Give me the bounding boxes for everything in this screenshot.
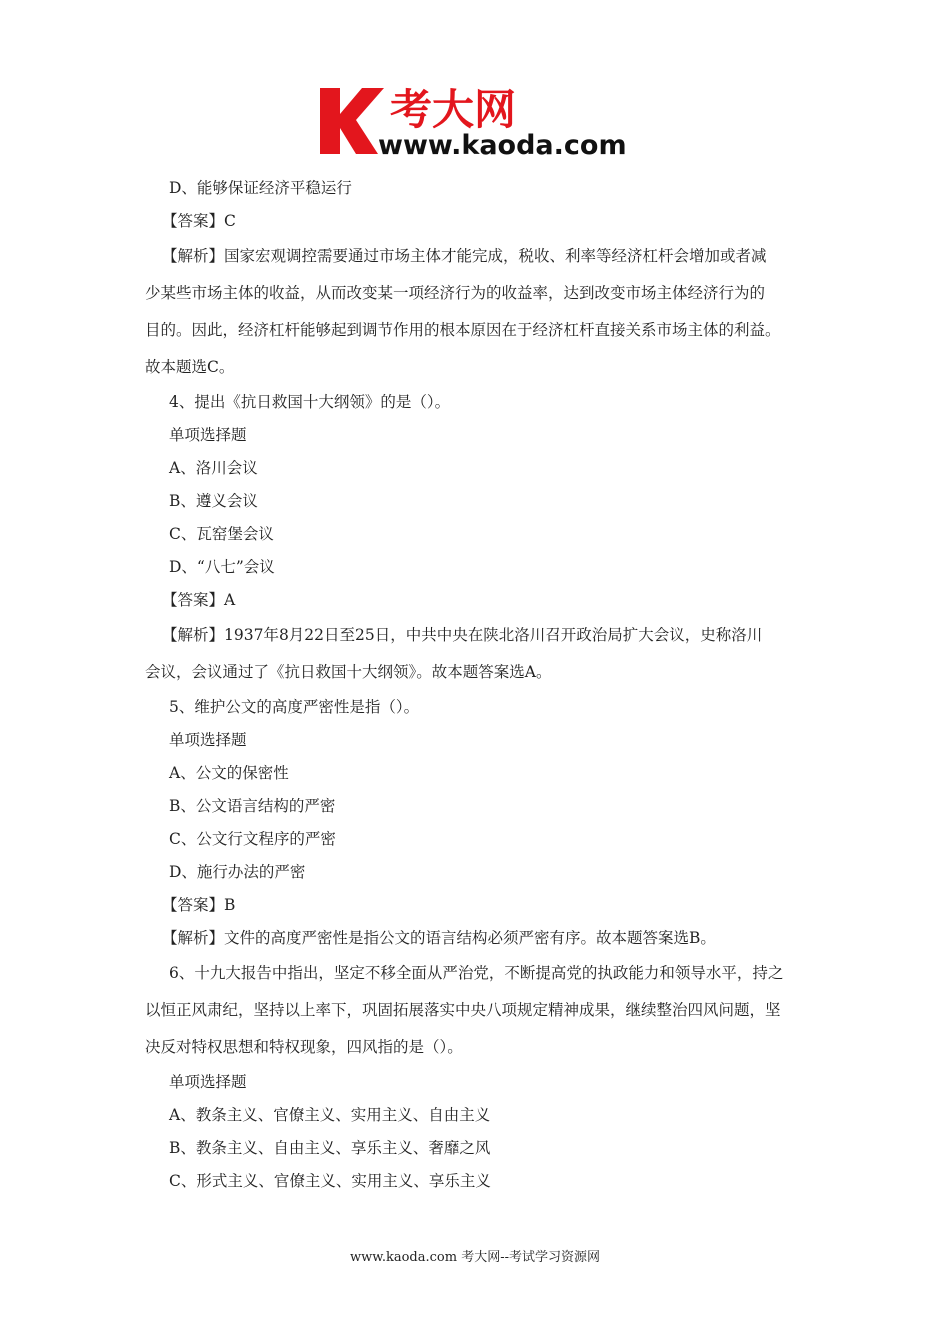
q3-analysis <box>145 238 810 386</box>
q5-option-d: D、施行办法的严密 <box>169 863 306 881</box>
q5-option-b: B、公文语言结构的严密 <box>169 797 336 815</box>
q4-title: 4、提出《抗日救国十大纲领》的是（）。 <box>169 393 451 411</box>
q3-analysis-line: 【解析】国家宏观调控需要通过市场主体才能完成，税收、利率等经济杠杆会增加或者减 <box>162 247 767 265</box>
q4-type: 单项选择题 <box>169 426 247 444</box>
q5-answer: 【答案】B <box>162 896 236 914</box>
q6-title-line: 以恒正风肃纪，坚持以上率下，巩固拓展落实中央八项规定精神成果，继续整治四风问题，坚 <box>145 1001 781 1019</box>
q3-analysis-line: 少某些市场主体的收益，从而改变某一项经济行为的收益率，达到改变市场主体经济行为的 <box>145 284 766 302</box>
logo-url-text: www.kaoda.com <box>378 130 627 161</box>
kaoda-logo <box>318 78 638 162</box>
q4-option-d: D、“八七”会议 <box>169 558 275 576</box>
exam-content <box>145 172 810 1198</box>
q4-option-b: B、遵义会议 <box>169 492 258 510</box>
q3-answer: 【答案】C <box>162 212 236 230</box>
q6-title <box>145 955 810 1066</box>
kaoda-logo-graphic <box>318 78 638 162</box>
logo-brand-text: 考大网 <box>390 85 517 134</box>
q4-option-a: A、洛川会议 <box>169 459 258 477</box>
q6-type: 单项选择题 <box>169 1073 247 1091</box>
q4-option-c: C、瓦窑堡会议 <box>169 525 274 543</box>
q4-analysis-line: 会议，会议通过了《抗日救国十大纲领》。故本题答案选A。 <box>145 663 552 681</box>
q6-title-line: 决反对特权思想和特权现象，四风指的是（）。 <box>145 1038 463 1056</box>
q4-analysis-line: 【解析】1937年8月22日至25日，中共中央在陕北洛川召开政治局扩大会议，史称洛川 <box>162 626 763 644</box>
q6-option-c: C、形式主义、官僚主义、实用主义、享乐主义 <box>169 1172 491 1190</box>
q5-analysis: 【解析】文件的高度严密性是指公文的语言结构必须严密有序。故本题答案选B。 <box>162 929 716 947</box>
q5-option-c: C、公文行文程序的严密 <box>169 830 336 848</box>
page-footer: www.kaoda.com 考大网--考试学习资源网 <box>350 1250 600 1265</box>
q3-analysis-line: 目的。因此，经济杠杆能够起到调节作用的根本原因在于经济杠杆直接关系市场主体的利益。 <box>145 321 781 339</box>
q5-option-a: A、公文的保密性 <box>169 764 289 782</box>
q3-option-d: D、能够保证经济平稳运行 <box>169 179 352 197</box>
q6-title-line: 6、十九大报告中指出，坚定不移全面从严治党，不断提高党的执政能力和领导水平，持之 <box>169 964 784 982</box>
q4-analysis <box>145 617 810 691</box>
q6-option-a: A、教条主义、官僚主义、实用主义、自由主义 <box>169 1106 491 1124</box>
q6-option-b: B、教条主义、自由主义、享乐主义、奢靡之风 <box>169 1139 491 1157</box>
q5-title: 5、维护公文的高度严密性是指（）。 <box>169 698 420 716</box>
q4-answer: 【答案】A <box>162 591 236 609</box>
q3-analysis-line: 故本题选C。 <box>145 358 235 376</box>
q5-type: 单项选择题 <box>169 731 247 749</box>
